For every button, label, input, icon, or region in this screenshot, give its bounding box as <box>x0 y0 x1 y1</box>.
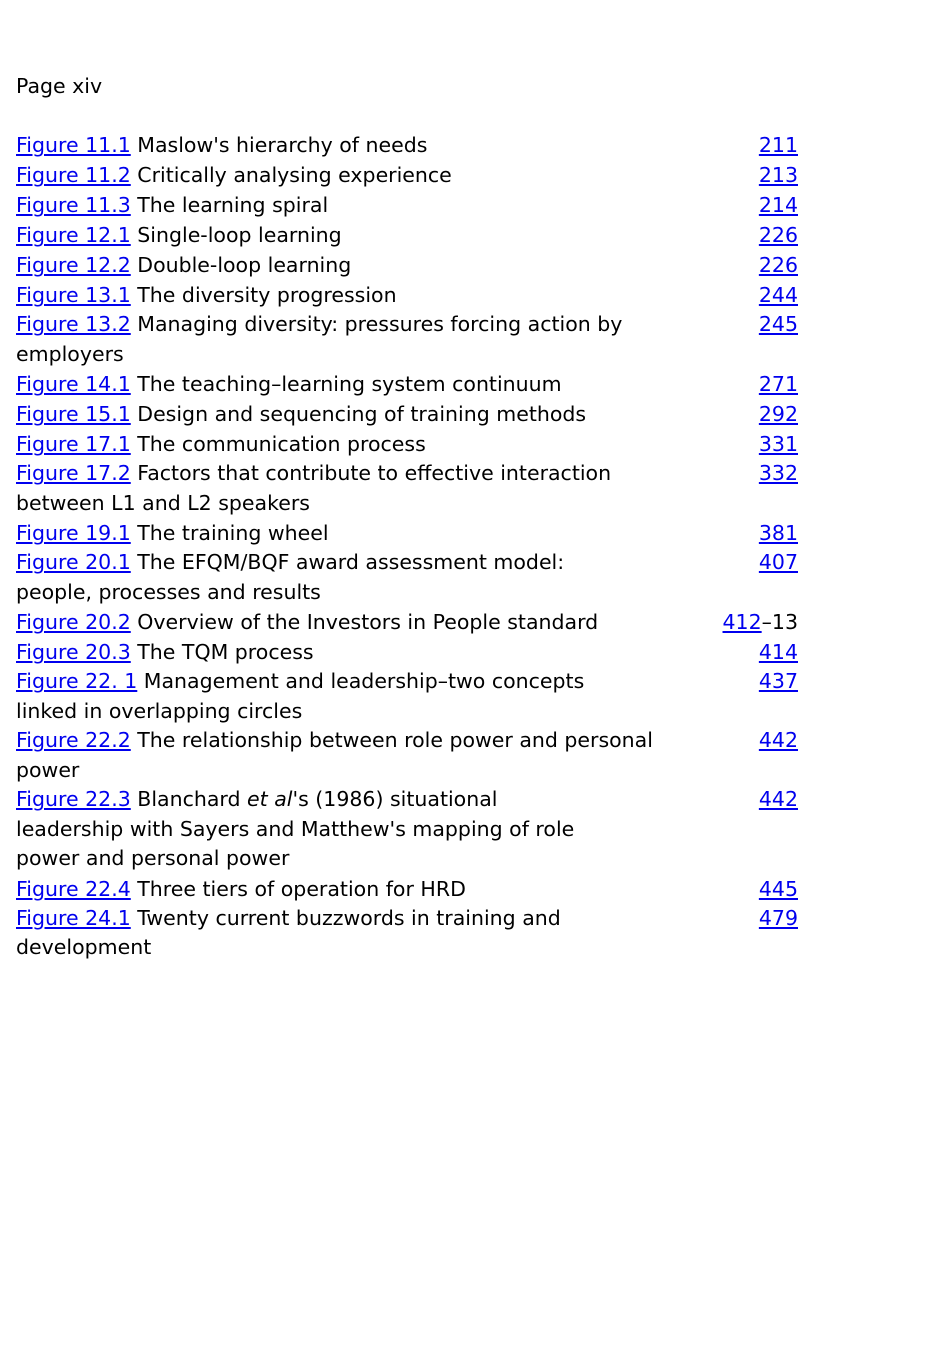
entry-text <box>16 459 646 518</box>
entry-text <box>16 130 646 160</box>
page-link[interactable]: 412 <box>722 610 762 634</box>
figure-title: Factors that contribute to effective interaction between L1 and L2 speakers <box>16 461 612 515</box>
entry-text <box>16 785 596 874</box>
entry-text <box>16 726 656 785</box>
list-item <box>16 904 806 963</box>
figure-link[interactable]: Figure 17.2 <box>16 461 131 485</box>
figure-title: Management and leadership–two concepts linked in overlapping circles <box>16 669 585 723</box>
figure-title: Design and sequencing of training methods <box>130 402 587 426</box>
entry-page <box>646 429 806 459</box>
list-item <box>16 130 806 160</box>
figure-title: Twenty current buzzwords in training and development <box>16 905 561 959</box>
entry-text <box>16 160 646 190</box>
page-link[interactable]: 245 <box>758 312 798 336</box>
figure-link[interactable]: Figure 22. 1 <box>16 669 138 693</box>
figure-link[interactable]: Figure 12.2 <box>16 253 131 277</box>
figure-link[interactable]: Figure 14.1 <box>16 372 131 396</box>
entry-text <box>16 548 646 607</box>
page-link[interactable]: 407 <box>758 550 798 574</box>
entry-page <box>646 369 806 399</box>
figure-link[interactable]: Figure 22.3 <box>16 787 131 811</box>
entry-text <box>16 310 646 369</box>
entry-page <box>646 250 806 280</box>
entry-text <box>16 607 646 637</box>
entry-page <box>646 310 806 339</box>
figure-title: The relationship between role power and personal power <box>16 728 653 782</box>
entry-text <box>16 637 646 667</box>
page-link[interactable]: 331 <box>758 432 798 456</box>
page-link[interactable]: 211 <box>758 133 798 157</box>
entry-text <box>16 518 646 548</box>
list-item <box>16 459 806 518</box>
page-link[interactable]: 226 <box>758 253 798 277</box>
figure-title-post: 's (1986) situational leadership with Sayers and Matthew's mapping of role power and personal power <box>16 787 575 870</box>
page-link[interactable]: 244 <box>758 283 798 307</box>
entry-text <box>16 667 646 726</box>
figure-link[interactable]: Figure 13.2 <box>16 312 131 336</box>
entry-text <box>16 220 646 250</box>
list-item <box>16 874 806 904</box>
figure-title: Three tiers of operation for HRD <box>130 876 466 901</box>
figure-link[interactable]: Figure 17.1 <box>16 432 131 456</box>
figure-link[interactable]: Figure 15.1 <box>16 402 131 426</box>
list-item <box>16 280 806 310</box>
figure-title: The TQM process <box>130 640 314 664</box>
list-item <box>16 518 806 548</box>
list-item <box>16 785 806 874</box>
figure-title: Maslow's hierarchy of needs <box>130 133 428 157</box>
figure-title-pre: Blanchard <box>130 787 248 811</box>
entry-text <box>16 250 646 280</box>
figure-link[interactable]: Figure 24.1 <box>16 905 131 930</box>
entry-page <box>646 190 806 220</box>
figure-title: Managing diversity: pressures forcing action by employers <box>16 312 623 366</box>
figure-link[interactable]: Figure 22.4 <box>16 876 131 901</box>
list-item <box>16 310 806 369</box>
entry-text <box>16 399 646 429</box>
entry-page <box>646 220 806 250</box>
entry-page <box>656 726 806 755</box>
figure-title: The EFQM/BQF award assessment model: people, processes and results <box>16 550 565 604</box>
entry-page <box>646 637 806 667</box>
figure-title: The training wheel <box>130 521 329 545</box>
page-link[interactable]: 226 <box>758 223 798 247</box>
entry-page <box>646 518 806 548</box>
figure-title: The learning spiral <box>130 193 329 217</box>
figure-title: The teaching–learning system continuum <box>130 372 562 396</box>
list-item <box>16 726 806 785</box>
entry-page <box>646 130 806 160</box>
page-link[interactable]: 213 <box>758 163 798 187</box>
list-item <box>16 429 806 459</box>
figure-link[interactable]: Figure 20.3 <box>16 640 131 664</box>
figure-link[interactable]: Figure 19.1 <box>16 521 131 545</box>
entry-page <box>576 904 806 933</box>
page-link[interactable]: 332 <box>758 461 798 485</box>
page-link[interactable]: 445 <box>758 876 798 901</box>
figure-title: Critically analysing experience <box>130 163 452 187</box>
list-item <box>16 220 806 250</box>
list-item <box>16 548 806 607</box>
entry-text <box>16 904 576 963</box>
page-link[interactable]: 292 <box>758 402 798 426</box>
figure-title: Double-loop learning <box>130 253 352 277</box>
entry-page <box>646 548 806 577</box>
page-link[interactable]: 271 <box>758 372 798 396</box>
page-link[interactable]: 442 <box>758 728 798 752</box>
list-item <box>16 637 806 667</box>
entry-page <box>646 874 806 904</box>
figure-link[interactable]: Figure 12.1 <box>16 223 131 247</box>
list-item <box>16 190 806 220</box>
figure-link[interactable]: Figure 11.2 <box>16 163 131 187</box>
list-item <box>16 160 806 190</box>
list-item <box>16 667 806 726</box>
page-link[interactable]: 442 <box>758 787 798 811</box>
list-item <box>16 250 806 280</box>
figure-link[interactable]: Figure 20.2 <box>16 610 131 634</box>
figure-link[interactable]: Figure 20.1 <box>16 550 131 574</box>
page-link[interactable]: 381 <box>758 521 798 545</box>
page-link[interactable]: 479 <box>758 905 798 930</box>
figure-link[interactable]: Figure 11.1 <box>16 133 131 157</box>
entry-page <box>646 459 806 488</box>
entry-text <box>16 190 646 220</box>
entry-page <box>646 607 806 637</box>
list-item <box>16 399 806 429</box>
page-label: Page xiv <box>16 74 103 98</box>
figure-link[interactable]: Figure 13.1 <box>16 283 131 307</box>
figure-link[interactable]: Figure 22.2 <box>16 728 131 752</box>
figure-list <box>16 130 806 963</box>
entry-text <box>16 429 646 459</box>
list-item <box>16 369 806 399</box>
page-link[interactable]: 414 <box>758 640 798 664</box>
figure-title-italic: et al <box>247 787 293 811</box>
entry-page <box>646 280 806 310</box>
entry-page <box>646 667 806 696</box>
entry-text <box>16 369 646 399</box>
entry-text <box>16 874 646 904</box>
page-link[interactable]: 214 <box>758 193 798 217</box>
entry-page <box>596 785 806 814</box>
entry-text <box>16 280 646 310</box>
page-link[interactable]: 437 <box>758 669 798 693</box>
entry-page <box>646 399 806 429</box>
entry-page <box>646 160 806 190</box>
figure-title: The communication process <box>130 432 426 456</box>
figure-link[interactable]: Figure 11.3 <box>16 193 131 217</box>
figure-title: Single-loop learning <box>130 223 342 247</box>
page-range-suffix: –13 <box>761 610 798 634</box>
list-item <box>16 607 806 637</box>
figure-title: The diversity progression <box>130 283 397 307</box>
figure-title: Overview of the Investors in People standard <box>130 610 599 634</box>
